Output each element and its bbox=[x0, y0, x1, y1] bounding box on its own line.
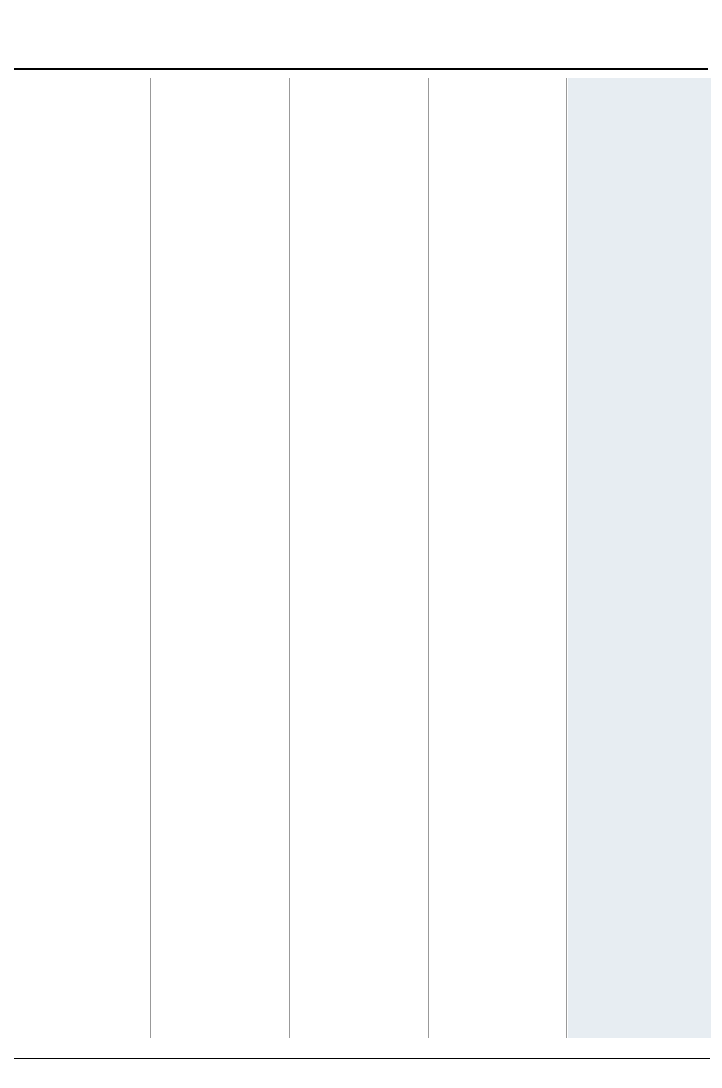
column-divider bbox=[289, 78, 290, 1038]
header-rule bbox=[14, 68, 708, 70]
sidebar-channels bbox=[568, 78, 711, 1038]
footer-note bbox=[14, 1058, 710, 1082]
column-divider bbox=[566, 78, 567, 1038]
column-divider bbox=[428, 78, 429, 1038]
column-divider bbox=[150, 78, 151, 1038]
